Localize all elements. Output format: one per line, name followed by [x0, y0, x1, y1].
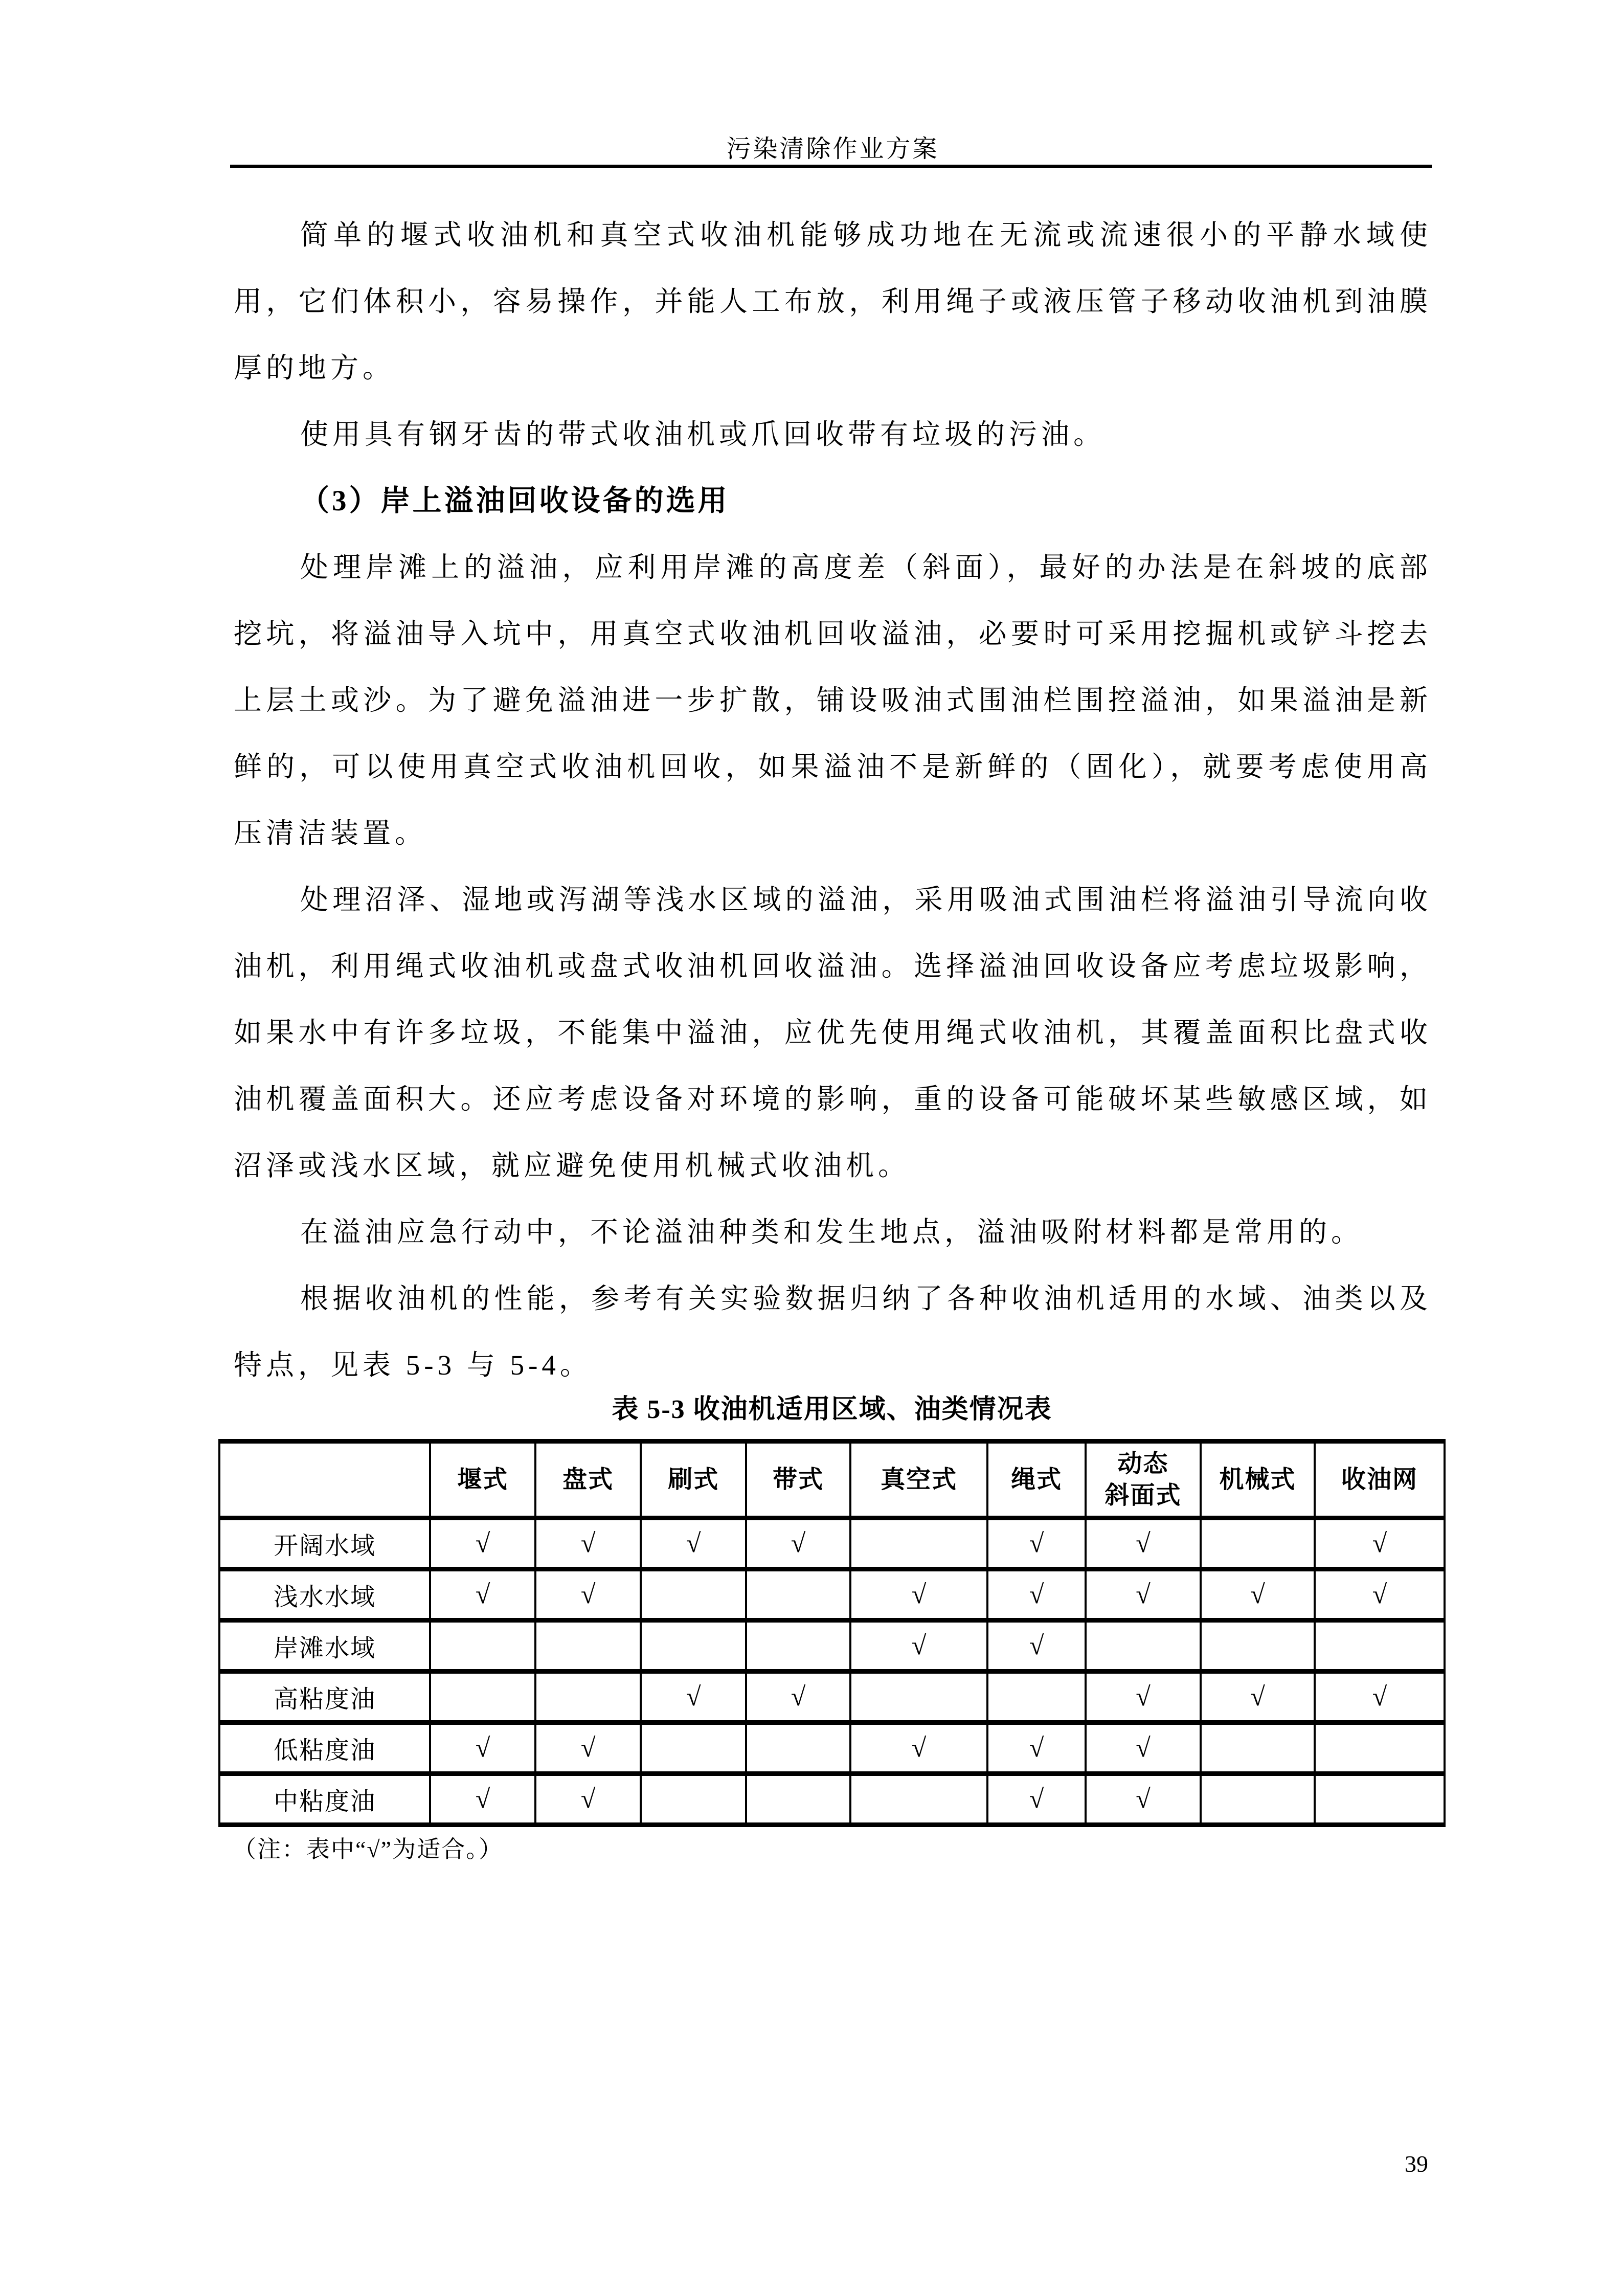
checkmark-cell: √ [850, 1723, 987, 1774]
table-title: 表 5-3 收油机适用区域、油类情况表 [612, 1395, 1052, 1424]
checkmark-cell: √ [987, 1723, 1086, 1774]
paragraph: 使用具有钢牙齿的带式收油机或爪回收带有垃圾的污油。 [300, 419, 1106, 450]
empty-cell [1201, 1774, 1315, 1825]
text-flow [234, 202, 1432, 1399]
column-header: 真空式 [850, 1442, 987, 1518]
checkmark-cell: √ [535, 1569, 641, 1620]
checkmark-cell: √ [1315, 1569, 1445, 1620]
paragraph: 在溢油应急行动中，不论溢油种类和发生地点，溢油吸附材料都是常用的。 [300, 1217, 1364, 1248]
checkmark-cell: √ [430, 1723, 535, 1774]
empty-cell [641, 1723, 746, 1774]
row-label: 低粘度油 [219, 1723, 430, 1774]
paragraph: 处理岸滩上的溢油，应利用岸滩的高度差（斜面），最好的办法是在斜坡的底部挖坑，将溢油导入坑中，用真空式收油机回收溢油，必要时可采用挖掘机或铲斗挖去上层土或沙。为了避免溢油进一步扩散，铺设吸油式围油栏围控溢油，如果溢油是新鲜的，可以使用真空式收油机回收，如果溢油不是新鲜的（固化），就要考虑使用高压清洁装置。 [234, 552, 1432, 849]
empty-cell [535, 1672, 641, 1723]
table-row [219, 1620, 1445, 1672]
column-header: 盘式 [535, 1442, 641, 1518]
empty-cell [746, 1569, 850, 1620]
table-section [218, 1392, 1446, 1865]
page-number: 39 [1405, 2151, 1428, 2177]
checkmark-cell: √ [430, 1518, 535, 1569]
header-divider [230, 165, 1432, 168]
empty-cell [850, 1518, 987, 1569]
table-row [219, 1672, 1445, 1723]
checkmark-cell: √ [1315, 1672, 1445, 1723]
column-header: 收油网 [1315, 1442, 1445, 1518]
row-label: 中粘度油 [219, 1774, 430, 1825]
empty-cell [746, 1723, 850, 1774]
checkmark-cell: √ [850, 1620, 987, 1672]
row-label: 高粘度油 [219, 1672, 430, 1723]
empty-cell [746, 1620, 850, 1672]
section-heading: （3）岸上溢油回收设备的选用 [300, 485, 730, 517]
column-header: 堰式 [430, 1442, 535, 1518]
checkmark-cell: √ [1086, 1672, 1201, 1723]
checkmark-cell: √ [987, 1569, 1086, 1620]
checkmark-cell: √ [535, 1723, 641, 1774]
running-header-title: 污染清除作业方案 [726, 136, 939, 163]
empty-cell [1315, 1774, 1445, 1825]
checkmark-cell: √ [1315, 1518, 1445, 1569]
checkmark-cell: √ [987, 1620, 1086, 1672]
checkmark-cell: √ [641, 1518, 746, 1569]
column-header: 动态 斜面式 [1086, 1442, 1201, 1518]
checkmark-cell: √ [535, 1774, 641, 1825]
column-header: 刷式 [641, 1442, 746, 1518]
column-header: 带式 [746, 1442, 850, 1518]
empty-cell [430, 1620, 535, 1672]
checkmark-cell: √ [641, 1672, 746, 1723]
empty-cell [641, 1620, 746, 1672]
empty-cell [430, 1672, 535, 1723]
row-label: 开阔水域 [219, 1518, 430, 1569]
empty-cell [850, 1672, 987, 1723]
table-header-row [219, 1442, 1445, 1518]
row-label: 浅水水域 [219, 1569, 430, 1620]
empty-cell [746, 1774, 850, 1825]
table-row [219, 1518, 1445, 1569]
checkmark-cell: √ [850, 1569, 987, 1620]
empty-cell [1086, 1620, 1201, 1672]
empty-cell [987, 1672, 1086, 1723]
checkmark-cell: √ [1086, 1723, 1201, 1774]
empty-cell [1315, 1723, 1445, 1774]
table-body [219, 1518, 1445, 1825]
table-row [219, 1723, 1445, 1774]
checkmark-cell: √ [987, 1774, 1086, 1825]
empty-cell [1201, 1620, 1315, 1672]
column-header: 机械式 [1201, 1442, 1315, 1518]
empty-cell [1201, 1723, 1315, 1774]
paragraph: 根据收油机的性能，参考有关实验数据归纳了各种收油机适用的水域、油类以及特点，见表 5-3 与 5-4。 [234, 1283, 1432, 1381]
empty-cell [641, 1774, 746, 1825]
row-label: 岸滩水域 [219, 1620, 430, 1672]
empty-cell [850, 1774, 987, 1825]
checkmark-cell: √ [1201, 1672, 1315, 1723]
skimmer-suitability-table [218, 1439, 1446, 1827]
checkmark-cell: √ [746, 1672, 850, 1723]
corner-cell [219, 1442, 430, 1518]
checkmark-cell: √ [746, 1518, 850, 1569]
table-row [219, 1569, 1445, 1620]
checkmark-cell: √ [430, 1774, 535, 1825]
table-row [219, 1774, 1445, 1825]
paragraph: 处理沼泽、湿地或泻湖等浅水区域的溢油，采用吸油式围油栏将溢油引导流向收油机，利用绳式收油机或盘式收油机回收溢油。选择溢油回收设备应考虑垃圾影响，如果水中有许多垃圾，不能集中溢油，应优先使用绳式收油机，其覆盖面积比盘式收油机覆盖面积大。还应考虑设备对环境的影响，重的设备可能破坏某些敏感区域，如沼泽或浅水区域，就应避免使用机械式收油机。 [234, 884, 1432, 1181]
checkmark-cell: √ [1201, 1569, 1315, 1620]
empty-cell [535, 1620, 641, 1672]
checkmark-cell: √ [1086, 1518, 1201, 1569]
checkmark-cell: √ [1086, 1569, 1201, 1620]
checkmark-cell: √ [1086, 1774, 1201, 1825]
paragraph: 简单的堰式收油机和真空式收油机能够成功地在无流或流速很小的平静水域使用，它们体积小，容易操作，并能人工布放，利用绳子或液压管子移动收油机到油膜厚的地方。 [234, 219, 1432, 384]
table-note: （注：表中“√”为适合。） [233, 1836, 504, 1862]
empty-cell [1201, 1518, 1315, 1569]
column-header: 绳式 [987, 1442, 1086, 1518]
checkmark-cell: √ [535, 1518, 641, 1569]
empty-cell [1315, 1620, 1445, 1672]
checkmark-cell: √ [987, 1518, 1086, 1569]
checkmark-cell: √ [430, 1569, 535, 1620]
empty-cell [641, 1569, 746, 1620]
